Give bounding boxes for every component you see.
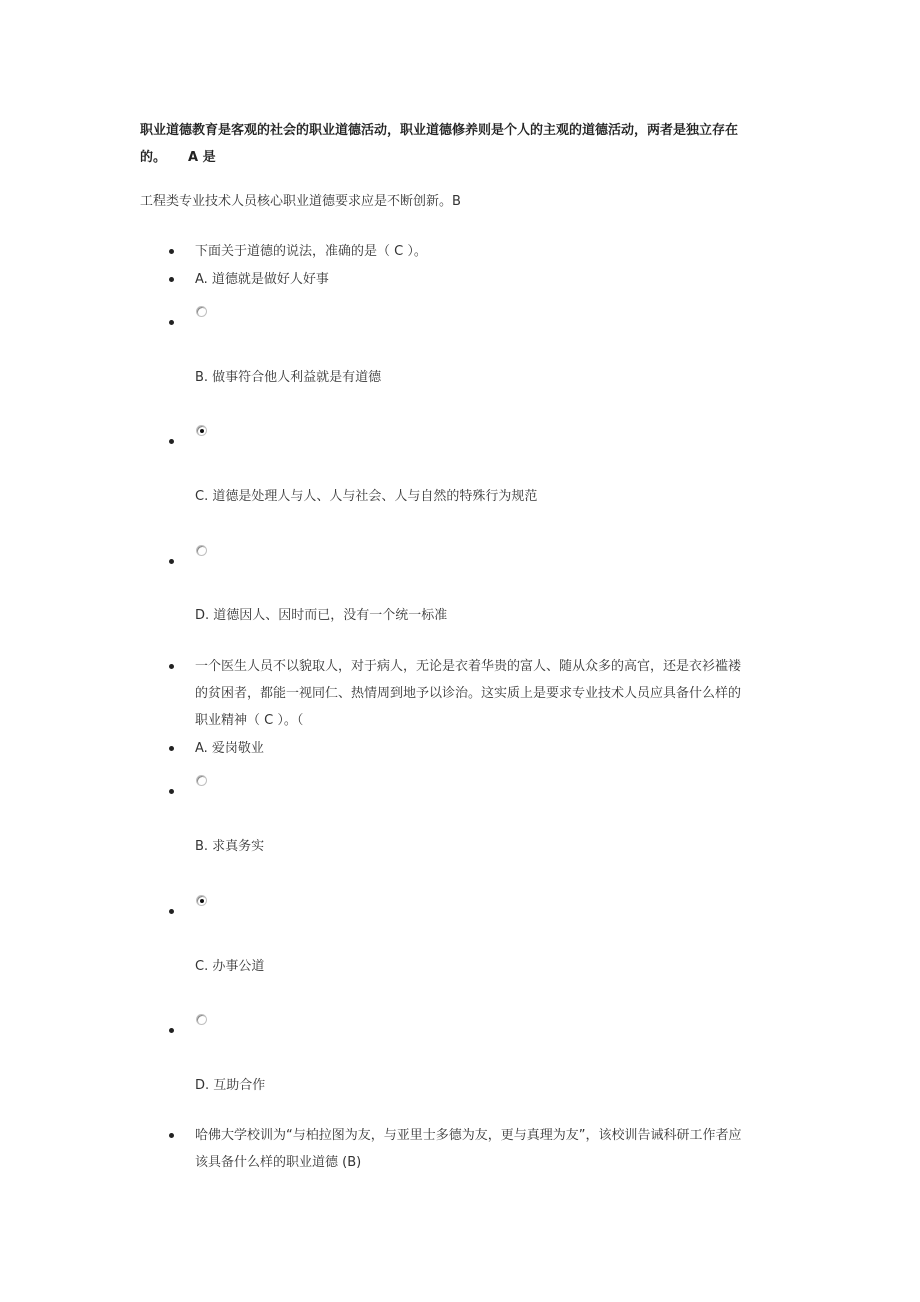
- q3-stem: 下面关于道德的说法，准确的是（ C ）。: [195, 244, 427, 259]
- bullet: [169, 909, 174, 914]
- bullet: [169, 249, 174, 254]
- q3-option-c: C. 道德是处理人与人、人与社会、人与自然的特殊行为规范: [195, 489, 538, 504]
- q5-stem-line2: 该具备什么样的职业道德 (B): [195, 1155, 362, 1170]
- q5-stem-line1: 哈佛大学校训为“与柏拉图为友，与亚里士多德为友，更与真理为友”，该校训告诫科研工作者应: [195, 1128, 742, 1143]
- bullet: [169, 664, 174, 669]
- bullet: [169, 320, 174, 325]
- q1-line1: 职业道德教育是客观的社会的职业道德活动，职业道德修养则是个人的主观的道德活动，两者是独立存在: [140, 123, 739, 138]
- q3-option-b: B. 做事符合他人利益就是有道德: [195, 370, 382, 385]
- q1-line2: [140, 144, 216, 171]
- q3-radio-2[interactable]: [196, 545, 207, 556]
- q4-radio-0[interactable]: [196, 775, 207, 786]
- q4-option-d: D. 互助合作: [195, 1078, 266, 1093]
- q4-option-a: A. 爱岗敬业: [195, 741, 264, 756]
- q3-option-a: A. 道德就是做好人好事: [195, 272, 329, 287]
- bullet: [169, 439, 174, 444]
- bullet: [169, 1028, 174, 1033]
- q3-option-d: D. 道德因人、因时而已，没有一个统一标准: [195, 608, 448, 623]
- q4-option-c: C. 办事公道: [195, 959, 265, 974]
- radio-selected-dot: [200, 899, 204, 903]
- bullet: [169, 746, 174, 751]
- q2-text: 工程类专业技术人员核心职业道德要求应是不断创新。B: [140, 194, 461, 209]
- bullet: [169, 559, 174, 564]
- q4-radio-2[interactable]: [196, 1014, 207, 1025]
- q3-radio-1[interactable]: [196, 425, 207, 436]
- q4-stem-line2: 的贫困者，都能一视同仁、热情周到地予以诊治。这实质上是要求专业技术人员应具备什么样的: [195, 686, 742, 701]
- bullet: [169, 277, 174, 282]
- q4-stem-line1: 一个医生人员不以貌取人，对于病人，无论是衣着华贵的富人、随从众多的高官，还是衣衫褴褛: [195, 659, 742, 674]
- radio-selected-dot: [200, 429, 204, 433]
- q4-option-b: B. 求真务实: [195, 839, 265, 854]
- q4-stem-line3: 职业精神（ C ）。（: [195, 713, 304, 728]
- q1-line2-text: 的。: [140, 150, 167, 165]
- q1-answer: A 是: [188, 150, 216, 165]
- q4-radio-1[interactable]: [196, 895, 207, 906]
- q3-radio-0[interactable]: [196, 306, 207, 317]
- bullet: [169, 1133, 174, 1138]
- bullet: [169, 789, 174, 794]
